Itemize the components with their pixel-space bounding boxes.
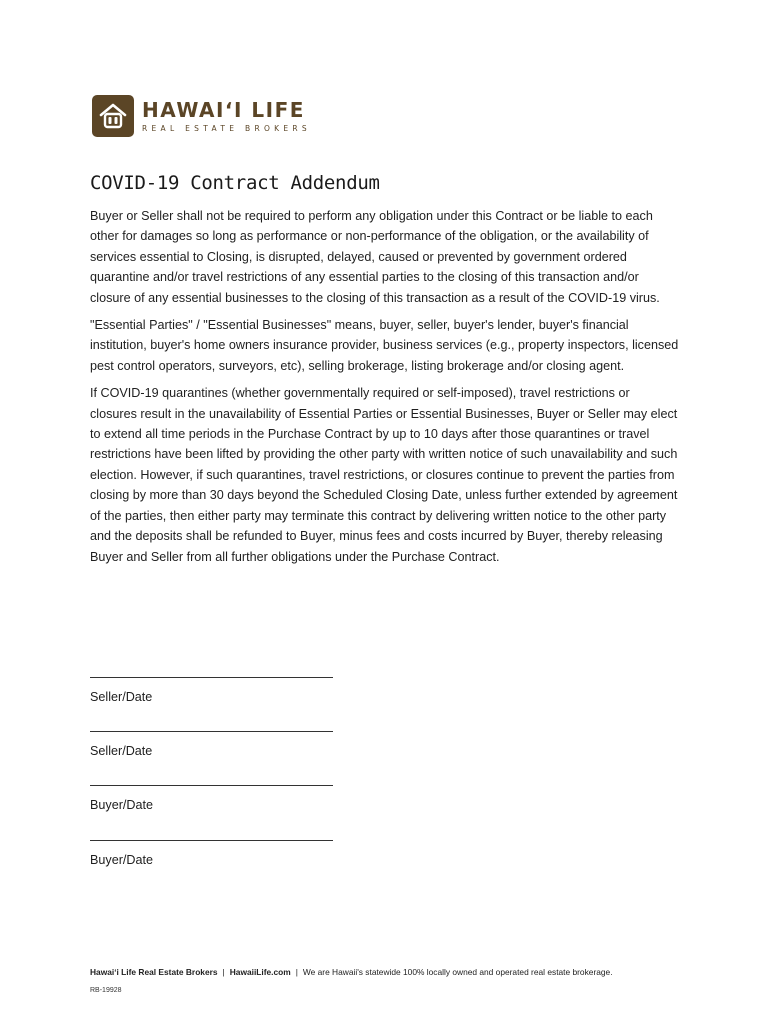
- signature-label: Seller/Date: [90, 690, 153, 704]
- signature-label: Seller/Date: [90, 744, 153, 758]
- company-logo: [92, 95, 311, 137]
- house-logo-icon: [92, 95, 134, 137]
- paragraph-essential-parties: "Essential Parties" / "Essential Businesses" means, buyer, seller, buyer's lender, buyer's financial institution, buyer's home owners insurance provider, business services (e.g., property inspectors, licensed pest control operators, surveyors, etc), selling brokerage, listing brokerage and/or closing agent.: [90, 318, 679, 373]
- footer-tagline: We are Hawaii's statewide 100% locally owned and operated real estate brokerage.: [302, 967, 613, 977]
- signature-line: [90, 731, 333, 732]
- logo-subtitle: REAL ESTATE BROKERS: [142, 124, 311, 133]
- footer-separator: |: [222, 967, 225, 977]
- signature-line: [90, 677, 333, 678]
- paragraph-extension: If COVID-19 quarantines (whether governmentally required or self-imposed), travel restrictions or closures result in the unavailability of Essential Parties or Essential Businesses, Buyer or Seller may elect to extend all time periods in the Purchase Contract by up to 10 days after those quarantines or travel restrictions have been lifted by providing the other party with written notice of such unavailability and such election. However, if such quarantines, travel restrictions, or closures continue to prevent the parties from closing by more than 30 days beyond the Scheduled Closing Date, unless further extended by agreement of the parties, then either party may terminate this contract by delivering written notice to the other party and the deposits shall be refunded to Buyer, minus fees and costs incurred by Buyer, thereby releasing Buyer and Seller from all further obligations under the Purchase Contract.: [90, 386, 678, 564]
- signature-seller-2: [90, 731, 333, 758]
- signature-label: Buyer/Date: [90, 798, 153, 812]
- footer-company: Hawaiʻi Life Real Estate Brokers: [90, 967, 218, 977]
- logo-name: HAWAIʻI LIFE: [142, 98, 305, 122]
- document-code: RB-19928: [90, 987, 122, 994]
- footer-website[interactable]: HawaiiLife.com: [229, 967, 291, 977]
- signature-line: [90, 840, 333, 841]
- signature-line: [90, 785, 333, 786]
- footer-separator: |: [295, 967, 298, 977]
- signature-label: Buyer/Date: [90, 853, 153, 867]
- paragraph-obligations: Buyer or Seller shall not be required to perform any obligation under this Contract or be liable to each other for damages so long as performance or non-performance of the obligation, or the availability of services essential to Closing, is disrupted, delayed, caused or prevented by government ordered quarantine and/or travel restrictions of any essential parties to the closing of this transaction and/or closure of any essential businesses to the closing of this transaction as a result of the COVID-19 virus.: [90, 209, 660, 305]
- footer: [90, 967, 613, 977]
- signature-buyer-1: [90, 785, 333, 812]
- document-title: COVID-19 Contract Addendum: [90, 172, 380, 194]
- addendum-body: [90, 206, 680, 574]
- signature-buyer-2: [90, 840, 333, 867]
- signature-seller-1: [90, 677, 333, 704]
